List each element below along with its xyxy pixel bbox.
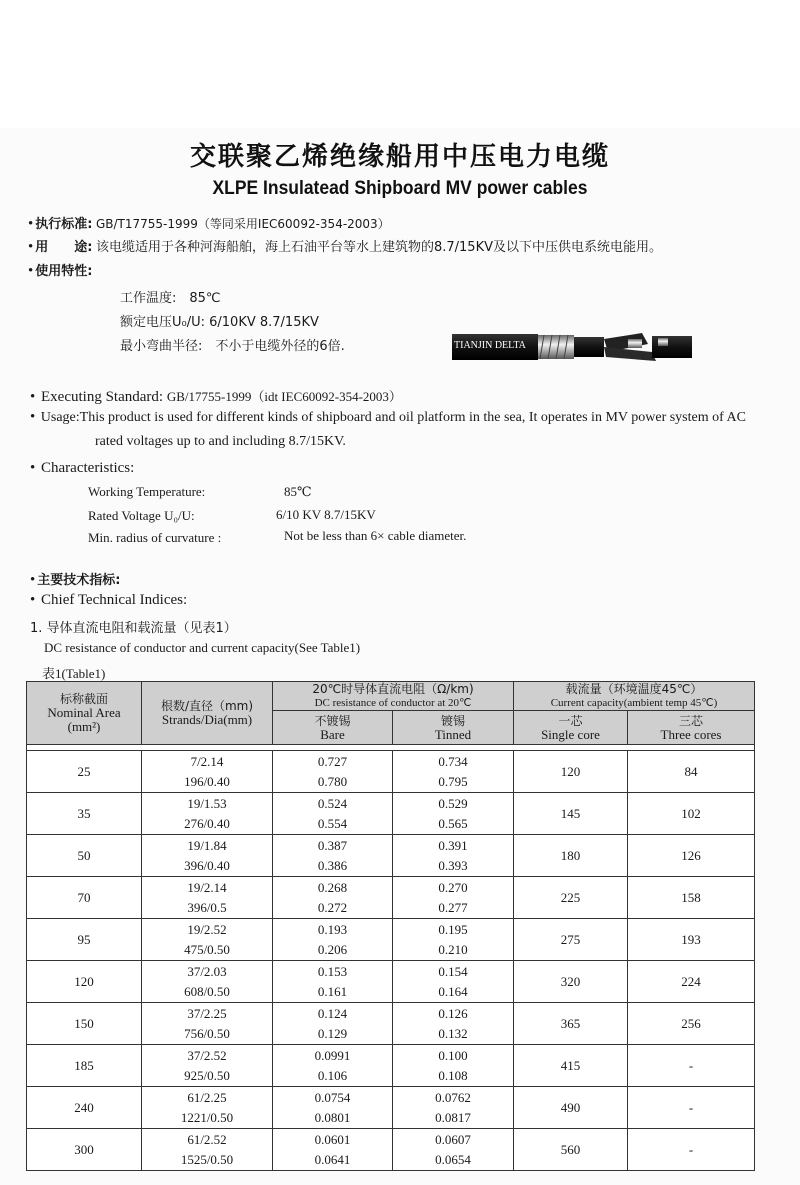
cell-tinned-line-1: 0.391: [438, 837, 468, 853]
cell-bare: [273, 1003, 393, 1045]
cell-bare: [273, 835, 393, 877]
table-row: [27, 1129, 755, 1171]
en-standard-line: • Executing Standard: GB/17755-1999（idt IEC60092-354-2003）: [30, 389, 402, 405]
tech-en-line: • Chief Technical Indices:: [30, 592, 188, 608]
cell-strands-line-2: 475/0.50: [184, 941, 230, 957]
cell-area: 185: [27, 1045, 142, 1087]
cell-bare-line-2: 0.0641: [314, 1151, 351, 1167]
en-usage-text-2: rated voltages up to and including 8.7/15KV.: [95, 434, 346, 449]
title-chinese: 交联聚乙烯绝缘船用中压电力电缆: [189, 142, 610, 172]
cell-bare-line-1: 0.387: [317, 837, 348, 853]
cell-tinned-line-2: 0.108: [438, 1067, 468, 1083]
header-three-cores: 三芯 Three cores: [628, 711, 755, 745]
cell-tinned-line-1: 0.0607: [435, 1131, 471, 1147]
cell-tinned: [393, 1087, 514, 1129]
cell-strands-line-2: 396/0.40: [184, 857, 230, 873]
cell-tinned-line-2: 0.132: [438, 1025, 468, 1041]
cell-strands-line-2: 1525/0.50: [180, 1151, 234, 1167]
en-standard-label: Executing Standard:: [41, 389, 164, 405]
cell-bare-line-1: 0.124: [317, 1005, 348, 1021]
header-strands: 根数/直径（mm) Strands/Dia(mm): [142, 682, 273, 745]
cell-area: 240: [27, 1087, 142, 1129]
header-tinned: 镀锡 Tinned: [393, 711, 514, 745]
table-row: [27, 877, 755, 919]
cell-three-cores: 84: [628, 751, 755, 793]
cell-strands: [142, 1129, 273, 1171]
cell-strands-line-2: 756/0.50: [184, 1025, 230, 1041]
cell-strands-line-2: 608/0.50: [184, 983, 230, 999]
table-row: [27, 961, 755, 1003]
header-current-capacity: 载流量（环境温度45℃） Current capacity(ambient temp 45℃): [514, 682, 755, 711]
table-row: [27, 919, 755, 961]
en-standard-value: GB/17755-1999（idt IEC60092-354-2003）: [166, 389, 402, 404]
en-characteristics-line: • Characteristics:: [30, 460, 135, 476]
cell-tinned-line-1: 0.270: [438, 879, 468, 895]
cell-bare: [273, 961, 393, 1003]
cell-three-cores: -: [628, 1045, 755, 1087]
cell-single-core: 560: [514, 1129, 628, 1171]
cn-temp: 工作温度: 85℃: [120, 291, 221, 306]
table-row: [27, 835, 755, 877]
cn-usage-label: 用 途:: [35, 240, 93, 255]
cell-tinned: [393, 1129, 514, 1171]
cell-tinned: [393, 1003, 514, 1045]
cn-usage-value: 该电缆适用于各种河海船舶，海上石油平台等水上建筑物的8.7/15KV及以下中压供电系统电能用。: [95, 240, 662, 255]
cell-single-core: 365: [514, 1003, 628, 1045]
tech-cn-line: • 主要技术指标:: [30, 572, 121, 588]
cell-area: 50: [27, 835, 142, 877]
cell-strands-line-1: 61/2.52: [187, 1131, 227, 1147]
cell-strands-line-1: 19/1.84: [187, 837, 227, 853]
cell-bare-line-2: 0.0801: [314, 1109, 351, 1125]
cell-tinned-line-2: 0.393: [438, 857, 468, 873]
header-dc-resistance: 20℃时导体直流电阻（Ω/km) DC resistance of conductor at 20℃: [273, 682, 514, 711]
cell-tinned-line-1: 0.734: [438, 753, 468, 769]
en-temp-value: 85℃: [284, 484, 312, 499]
cell-bare-line-2: 0.386: [317, 857, 348, 873]
cell-single-core: 320: [514, 961, 628, 1003]
cell-bare: [273, 1087, 393, 1129]
cn-standard-label: 执行标准:: [35, 217, 93, 232]
cell-single-core: 490: [514, 1087, 628, 1129]
cell-strands: [142, 1003, 273, 1045]
table-header-row-1: [27, 682, 755, 711]
title-english: XLPE Insulatead Shipboard MV power cables: [212, 178, 588, 199]
table-row: [27, 793, 755, 835]
cell-three-cores: 193: [628, 919, 755, 961]
cell-single-core: 120: [514, 751, 628, 793]
en-radius-value: Not be less than 6× cable diameter.: [284, 528, 467, 543]
cell-bare: [273, 919, 393, 961]
cell-tinned: [393, 835, 514, 877]
cell-three-cores: 126: [628, 835, 755, 877]
cell-three-cores: -: [628, 1129, 755, 1171]
cell-tinned: [393, 877, 514, 919]
cn-standard-value: GB/T17755-1999（等同采用IEC60092-354-2003）: [95, 217, 390, 231]
cell-bare-line-1: 0.193: [317, 921, 348, 937]
cell-three-cores: 158: [628, 877, 755, 919]
cell-tinned-line-2: 0.795: [438, 773, 468, 789]
cell-bare-line-2: 0.272: [317, 899, 348, 915]
cell-bare-line-1: 0.0991: [314, 1047, 351, 1063]
en-radius-label: Min. radius of curvature :: [88, 530, 222, 545]
header-nominal-area: 标称截面 Nominal Area (mm²): [27, 682, 142, 745]
cell-three-cores: 256: [628, 1003, 755, 1045]
cell-bare: [273, 751, 393, 793]
cell-three-cores: 224: [628, 961, 755, 1003]
table-row: [27, 1045, 755, 1087]
cell-area: 150: [27, 1003, 142, 1045]
cell-bare: [273, 793, 393, 835]
en-voltage-value: 6/10 KV 8.7/15KV: [276, 507, 376, 522]
header-bare: 不镀锡 Bare: [273, 711, 393, 745]
cell-strands-line-1: 19/1.53: [187, 795, 227, 811]
cell-area: 95: [27, 919, 142, 961]
cell-bare-line-2: 0.206: [317, 941, 348, 957]
en-characteristics-label: Characteristics:: [41, 460, 135, 476]
cell-bare-line-2: 0.780: [317, 773, 348, 789]
cell-single-core: 145: [514, 793, 628, 835]
cell-bare-line-1: 0.0601: [314, 1131, 351, 1147]
cell-strands: [142, 919, 273, 961]
cell-strands-line-1: 19/2.52: [187, 921, 227, 937]
cell-tinned-line-2: 0.277: [438, 899, 468, 915]
table-row: [27, 1087, 755, 1129]
cell-tinned-line-2: 0.0817: [435, 1109, 471, 1125]
cell-strands-line-2: 196/0.40: [184, 773, 230, 789]
cell-area: 35: [27, 793, 142, 835]
cell-strands-line-1: 7/2.14: [190, 753, 224, 769]
cell-bare: [273, 1045, 393, 1087]
en-temp-label: Working Temperature:: [88, 484, 206, 499]
cell-strands: [142, 793, 273, 835]
cell-single-core: 275: [514, 919, 628, 961]
cell-strands-line-1: 37/2.52: [187, 1047, 227, 1063]
cell-strands: [142, 835, 273, 877]
cell-bare-line-1: 0.153: [317, 963, 348, 979]
cell-tinned-line-2: 0.210: [438, 941, 468, 957]
item1-en: DC resistance of conductor and current capacity(See Table1): [44, 640, 361, 655]
cn-usage-line: • 用 途: 该电缆适用于各种河海船舶，海上石油平台等水上建筑物的8.7/15KV及以下中压供电系统电能用。: [28, 239, 662, 255]
resistance-capacity-table: [26, 681, 755, 1171]
cell-area: 300: [27, 1129, 142, 1171]
cell-strands-line-1: 37/2.03: [187, 963, 227, 979]
en-usage-text-1: This product is used for different kinds of shipboard and oil platform in the sea, It operates in MV power system of AC: [79, 410, 746, 425]
cable-label: TIANJIN DELTA: [454, 340, 526, 351]
cell-tinned-line-1: 0.154: [438, 963, 468, 979]
table-row: [27, 751, 755, 793]
cell-strands-line-2: 396/0.5: [187, 899, 227, 915]
item1-cn: 1. 导体直流电阻和载流量（见表1）: [30, 621, 237, 636]
cell-strands-line-2: 276/0.40: [184, 815, 230, 831]
cell-tinned: [393, 919, 514, 961]
cell-tinned-line-2: 0.164: [438, 983, 468, 999]
cn-radius: 最小弯曲半径: 不小于电缆外径的6倍.: [120, 339, 345, 354]
cell-single-core: 415: [514, 1045, 628, 1087]
cell-tinned: [393, 751, 514, 793]
header-single-core: 一芯 Single core: [514, 711, 628, 745]
cell-single-core: 180: [514, 835, 628, 877]
cell-three-cores: -: [628, 1087, 755, 1129]
cell-three-cores: 102: [628, 793, 755, 835]
cell-tinned-line-2: 0.0654: [435, 1151, 471, 1167]
cell-strands-line-1: 19/2.14: [187, 879, 227, 895]
en-usage-line: • Usage:This product is used for different kinds of shipboard and oil platform in the sea, It operates in MV power system of AC: [30, 409, 746, 425]
cell-strands: [142, 751, 273, 793]
cell-tinned: [393, 793, 514, 835]
cell-tinned-line-1: 0.126: [438, 1005, 468, 1021]
cn-characteristics-line: • 使用特性:: [28, 263, 93, 279]
cell-tinned-line-1: 0.0762: [435, 1089, 471, 1105]
cell-bare-line-1: 0.524: [317, 795, 348, 811]
cell-bare-line-1: 0.0754: [314, 1089, 351, 1105]
cn-standard-line: • 执行标准: GB/T17755-1999（等同采用IEC60092-354-2003）: [28, 216, 390, 232]
cell-area: 120: [27, 961, 142, 1003]
tech-cn-label: 主要技术指标:: [37, 573, 121, 588]
cell-tinned-line-2: 0.565: [438, 815, 468, 831]
cell-bare-line-2: 0.106: [317, 1067, 348, 1083]
cell-bare-line-2: 0.129: [317, 1025, 348, 1041]
cell-area: 70: [27, 877, 142, 919]
cell-strands: [142, 961, 273, 1003]
cell-bare-line-1: 0.727: [317, 753, 348, 769]
cell-bare-line-1: 0.268: [317, 879, 348, 895]
cell-tinned-line-1: 0.529: [438, 795, 468, 811]
cell-bare-line-2: 0.554: [317, 815, 348, 831]
cell-strands-line-2: 925/0.50: [184, 1067, 230, 1083]
cell-single-core: 225: [514, 877, 628, 919]
cell-bare-line-2: 0.161: [317, 983, 348, 999]
cell-bare: [273, 1129, 393, 1171]
cell-strands: [142, 1045, 273, 1087]
cell-tinned: [393, 1045, 514, 1087]
cell-bare: [273, 877, 393, 919]
table-label: 表1(Table1): [42, 666, 106, 681]
en-voltage-label: Rated Voltage U₀/U:: [88, 508, 195, 523]
tech-en-label: Chief Technical Indices:: [41, 592, 188, 608]
cell-strands: [142, 877, 273, 919]
cell-strands-line-1: 61/2.25: [187, 1089, 227, 1105]
cell-tinned-line-1: 0.195: [438, 921, 468, 937]
table-row: [27, 1003, 755, 1045]
cn-voltage: 额定电压U₀/U: 6/10KV 8.7/15KV: [120, 315, 319, 330]
cell-tinned: [393, 961, 514, 1003]
cell-strands: [142, 1087, 273, 1129]
cell-strands-line-1: 37/2.25: [187, 1005, 227, 1021]
cell-strands-line-2: 1221/0.50: [180, 1109, 234, 1125]
cell-tinned-line-1: 0.100: [438, 1047, 468, 1063]
cn-characteristics-label: 使用特性:: [35, 264, 93, 279]
cell-area: 25: [27, 751, 142, 793]
en-usage-label: Usage:: [40, 410, 80, 425]
